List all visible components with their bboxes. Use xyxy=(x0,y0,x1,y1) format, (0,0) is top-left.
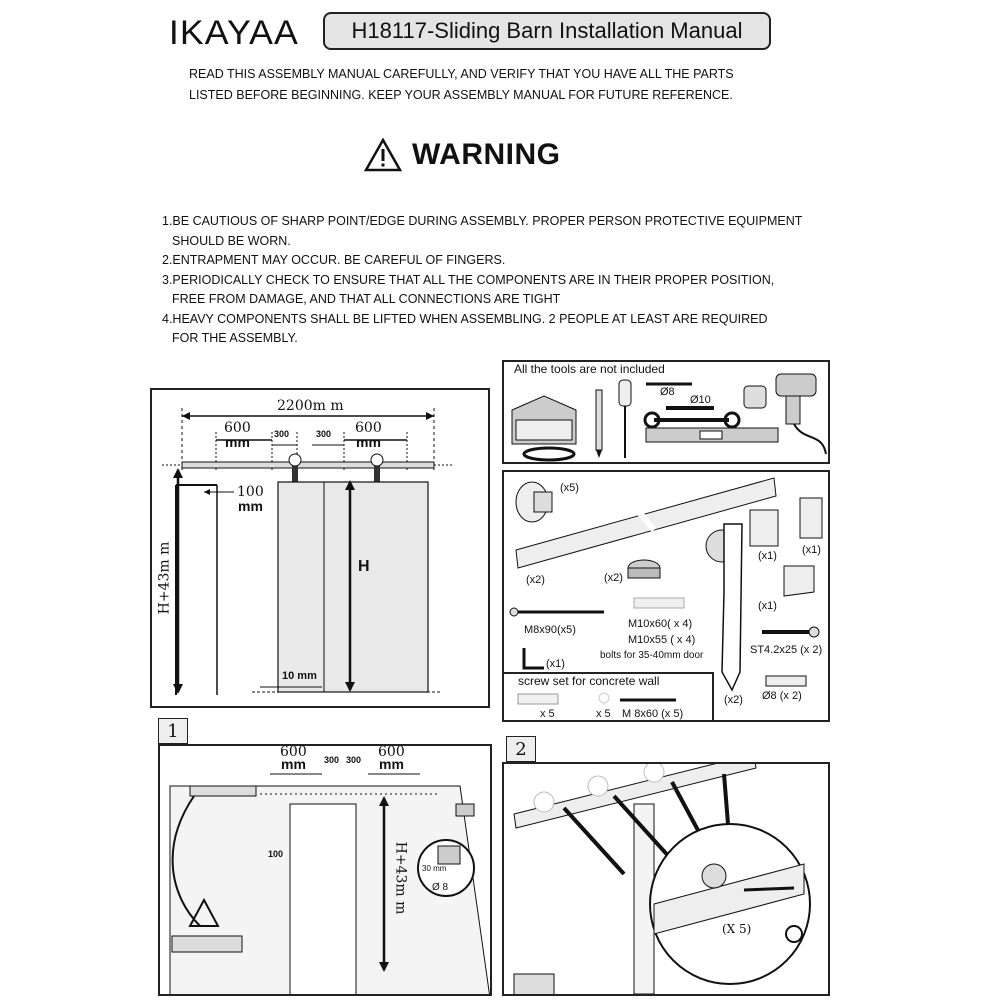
part-door-bolts-3: bolts for 35-40mm door xyxy=(600,650,704,661)
dim-height: H xyxy=(358,558,370,575)
hanger-part-icon xyxy=(706,524,742,690)
tools-panel xyxy=(502,360,830,464)
dim-300-left: 300 xyxy=(274,429,290,439)
part-screw-st: ST4.2x25 (x 2) xyxy=(750,644,823,656)
step2-qty: (X 5) xyxy=(722,922,752,936)
dim-100-mm: mm xyxy=(238,498,263,514)
tool-drill-10: Ø10 xyxy=(690,394,711,406)
warning-triangle-icon xyxy=(364,138,402,172)
dim-600-right: 600 xyxy=(355,420,382,436)
spacer-part-icon xyxy=(628,560,660,578)
step1-dim-mm-b: mm xyxy=(379,756,404,772)
dim-height-left: H+43m m xyxy=(156,541,173,615)
bolt-part-icon xyxy=(510,608,604,616)
part-guide2-qty: (x1) xyxy=(802,544,821,556)
screwdriver-icon xyxy=(619,380,631,458)
concrete-qty-1: x 5 xyxy=(540,708,555,720)
rule-1: 1.BE CAUTIOUS OF SHARP POINT/EDGE DURING ASSEMBLY. PROPER PERSON PROTECTIVE EQUIPMENT xyxy=(162,214,803,228)
step1-dim-mm-a: mm xyxy=(281,756,306,772)
brand-logo: IKAYAA xyxy=(168,14,299,52)
tool-drill-8: Ø8 xyxy=(660,386,675,398)
rule-4: 4.HEAVY COMPONENTS SHALL BE LIFTED WHEN ASSEMBLING. 2 PEOPLE AT LEAST ARE REQUIRED xyxy=(162,311,768,326)
wheel-part-icon xyxy=(516,482,552,522)
concrete-title: screw set for concrete wall xyxy=(518,674,660,688)
part-spacer-qty: (x2) xyxy=(604,572,623,584)
part-guide1-qty: (x1) xyxy=(758,550,777,562)
rule-4-cont: FOR THE ASSEMBLY. xyxy=(172,331,298,345)
dim-600-left: 600 xyxy=(224,420,251,436)
intro-text xyxy=(189,64,809,106)
dim-mm-left: mm xyxy=(225,434,250,450)
door-bolt-part-icon xyxy=(634,598,684,608)
electric-drill-icon xyxy=(776,374,826,454)
wrench-icon xyxy=(645,413,739,427)
toolbox-icon xyxy=(512,396,576,460)
warning-heading xyxy=(364,138,561,172)
dim-100: 100 xyxy=(237,484,264,500)
step1-dim-600b: 600 xyxy=(378,744,405,760)
intro-line-2: LISTED BEFORE BEGINNING. KEEP YOUR ASSEMBLY MANUAL FOR FUTURE REFERENCE. xyxy=(189,88,733,102)
tape-measure-icon xyxy=(744,386,766,408)
rule-3: 3.PERIODICALLY CHECK TO ENSURE THAT ALL THE COMPONENTS ARE IN THEIR PROPER POSITION, xyxy=(162,272,775,287)
intro-line-1: READ THIS ASSEMBLY MANUAL CAREFULLY, AND VERIFY THAT YOU HAVE ALL THE PARTS xyxy=(189,67,734,81)
tools-title: All the tools are not included xyxy=(514,362,665,376)
step1-dim-600a: 600 xyxy=(280,744,307,760)
step-2-drawing xyxy=(504,764,830,996)
part-bolt: M8x90(x5) xyxy=(524,624,576,636)
dim-gap: 10 mm xyxy=(282,670,317,682)
wood-screw-icon xyxy=(762,627,819,637)
part-rail-qty: (x2) xyxy=(526,574,545,586)
step1-depth: 30 mm xyxy=(422,864,447,873)
step-1-number: 1 xyxy=(158,718,188,744)
concrete-qty-2: x 5 xyxy=(596,708,611,720)
dim-300-right: 300 xyxy=(316,429,332,439)
manual-title: H18117-Sliding Barn Installation Manual xyxy=(323,12,771,50)
anchor-part-icon xyxy=(766,676,806,686)
rule-2: 2.ENTRAPMENT MAY OCCUR. BE CAREFUL OF FINGERS. xyxy=(162,253,506,267)
concrete-qty-3: M 8x60 (x 5) xyxy=(622,708,684,720)
hex-key-icon xyxy=(524,648,544,668)
part-door-bolts-1: M10x60( x 4) xyxy=(628,618,693,630)
dimension-diagram xyxy=(150,388,490,708)
step-1-panel xyxy=(158,744,492,996)
rule-3-cont: FREE FROM DAMAGE, AND THAT ALL CONNECTIONS ARE TIGHT xyxy=(172,292,561,306)
anchor-sleeve-icon xyxy=(518,694,558,704)
warning-title: WARNING xyxy=(412,138,561,171)
part-door-bolts-2: M10x55 ( x 4) xyxy=(628,634,696,646)
concrete-screw-panel xyxy=(502,672,714,722)
step-2-number: 2 xyxy=(506,736,536,762)
dim-total: 2200m m xyxy=(277,398,344,414)
part-anchor: Ø8 (x 2) xyxy=(762,690,802,702)
part-hex-qty: (x1) xyxy=(546,658,565,670)
part-stop-qty: (x1) xyxy=(758,600,777,612)
pencil-icon xyxy=(596,390,602,458)
step-2-panel xyxy=(502,762,830,996)
level-icon xyxy=(646,428,778,442)
washer-icon xyxy=(599,693,609,703)
rule-1-cont: SHOULD BE WORN. xyxy=(172,233,291,248)
step1-bit: Ø 8 xyxy=(432,882,449,893)
part-wheel-qty: (x5) xyxy=(560,482,579,494)
step1-dim-300a: 300 xyxy=(324,755,340,765)
tools-drawing xyxy=(504,362,830,464)
warning-rules xyxy=(162,212,842,349)
part-hanger-qty: (x2) xyxy=(724,694,743,706)
dim-mm-right: mm xyxy=(356,434,381,450)
step1-dim-100: 100 xyxy=(268,849,284,859)
step1-height: H+43m m xyxy=(392,841,409,915)
step1-dim-300b: 300 xyxy=(346,755,362,765)
